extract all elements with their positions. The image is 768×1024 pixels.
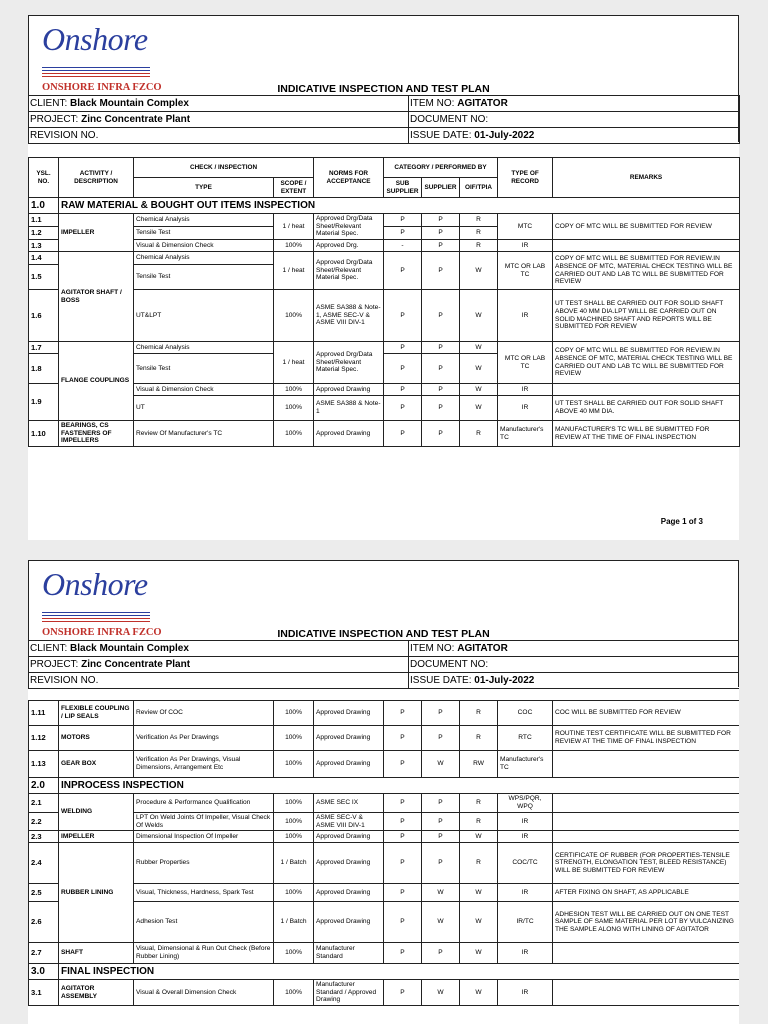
table-row: 1.6 UT&LPT 100% ASME SA388 & Note-1, ASME SEC-V & ASME VIII DIV-1 P P W IR UT TEST SHALL BE CARRIED OUT FOR SOLID SHAFT ABOVE 40 MM DIA.LPT WILLL BE CARRIED OUT ON SOLID MACHINED SHAFT AND REPORTS WILL BE SUBMITTED FOR REVIEW [29, 290, 740, 342]
document-no-cell: DOCUMENT NO: [409, 112, 740, 128]
col-sub-supplier: SUB SUPPLIER [384, 178, 422, 198]
logo-stripes [42, 612, 152, 622]
project-cell: PROJECT: Zinc Concentrate Plant [29, 112, 409, 128]
document-title: INDICATIVE INSPECTION AND TEST PLAN [277, 628, 490, 640]
revision-cell: REVISION NO. [29, 673, 409, 689]
col-category: CATEGORY / PERFORMED BY [384, 158, 498, 178]
logo-stripes [42, 67, 152, 77]
section-title: FINAL INSPECTION [59, 964, 740, 980]
table-row: 2.5 Visual, Thickness, Hardness, Spark Test 100% Approved Drawing P W W IR AFTER FIXING ON SHAFT, AS APPLICABLE [29, 884, 740, 902]
table-row: UT 100% ASME SA388 & Note-1 P P W IR UT TEST SHALL BE CARRIED OUT FOR SOLID SHAFT ABOVE 40 MM DIA. [29, 396, 740, 421]
client-cell: CLIENT: Black Mountain Complex [29, 641, 409, 657]
table-row: 1.2 Tensile Test P P R [29, 227, 740, 240]
table-row: 1.4 AGITATOR SHAFT / BOSS Chemical Analysis 1 / heat Approved Drg/Data Sheet/Relevant Material Spec. P P W MTC OR LAB TC COPY OF MTC WILL BE SUBMITTED FOR REVIEW.IN ABSENCE OF MTC, MATERIAL CHECK TESTING WILL BE CARRIED OUT AND LAB TC WILL BE SUBMITTED FOR REVIEW [29, 252, 740, 265]
logo-wordmark: Onshore [42, 21, 148, 57]
logo-subtitle: ONSHORE INFRA FZCO [42, 627, 162, 638]
document-page-2 [28, 560, 739, 1024]
column-header-row [29, 158, 740, 178]
table-row: 1.1 IMPELLER Chemical Analysis 1 / heat Approved Drg/Data Sheet/Relevant Material Spec. P P R MTC COPY OF MTC WILL BE SUBMITTED FOR REVIEW [29, 214, 740, 227]
document-meta-table [28, 95, 740, 144]
col-activity: ACTIVITY / DESCRIPTION [59, 158, 134, 198]
revision-cell: REVISION NO. [29, 128, 409, 144]
section-title: RAW MATERIAL & BOUGHT OUT ITEMS INSPECTION [59, 198, 740, 214]
inspection-plan-table [28, 157, 740, 447]
issue-date-cell: ISSUE DATE: 01-July-2022 [409, 128, 740, 144]
table-row: 2.3 IMPELLER Dimensional Inspection Of Impeller 100% Approved Drawing P P W IR [29, 831, 740, 843]
logo-subtitle: ONSHORE INFRA FZCO [42, 82, 162, 93]
section-title: INPROCESS INSPECTION [59, 778, 740, 794]
table-row: 3.1 AGITATOR ASSEMBLY Visual & Overall Dimension Check 100% Manufacturer Standard / Approved Drawing P W W IR [29, 980, 740, 1006]
onshore-logo [40, 21, 170, 91]
table-row: 1.7 FLANGE COUPLINGS Chemical Analysis 1 / heat Approved Drg/Data Sheet/Relevant Material Spec. P P W MTC OR LAB TC COPY OF MTC WILL BE SUBMITTED FOR REVIEW.IN ABSENCE OF MTC, MATERIAL CHECK TESTING WILL BE CARRIED OUT AND LAB TC WILL BE SUBMITTED FOR REVIEW [29, 342, 740, 354]
document-title: INDICATIVE INSPECTION AND TEST PLAN [277, 83, 490, 95]
document-no-cell: DOCUMENT NO: [409, 657, 740, 673]
table-row: 1.9 Visual & Dimension Check 100% Approved Drawing P P W IR [29, 384, 740, 396]
client-cell: CLIENT: Black Mountain Complex [29, 96, 409, 112]
col-norms: NORMS FOR ACCEPTANCE [314, 158, 384, 198]
page-header [28, 15, 739, 142]
page-number: Page 1 of 3 [660, 517, 703, 526]
col-oif: OIF/TPIA [460, 178, 498, 198]
table-row: 1.3 Visual & Dimension Check 100% Approved Drg. - P R IR [29, 240, 740, 252]
section-row: 3.0 FINAL INSPECTION [29, 964, 740, 980]
col-type: TYPE [134, 178, 274, 198]
table-row: 2.4 RUBBER LINING Rubber Properties 1 / Batch Approved Drawing P P R COC/TC CERTIFICATE OF RUBBER (FOR PROPERTIES-TENSILE STRENGTH, ELONGATION TEST, BLEED RESISTANCE) WILL BE SUBMITTED FOR REVIEW [29, 843, 740, 884]
table-row: 2.7 SHAFT Visual, Dimensional & Run Out Check (Before Rubber Lining) 100% Manufacturer Standard P P W IR [29, 943, 740, 964]
table-row: 1.10 BEARINGS, CS FASTENERS OF IMPELLERS Review Of Manufacturer's TC 100% Approved Drawing P P R Manufacturer's TC MANUFACTURER'S TC WILL BE SUBMITTED FOR REVIEW AT THE TIME OF FINAL INSPECTION [29, 421, 740, 447]
item-no-cell: ITEM NO: AGITATOR [409, 641, 740, 657]
inspection-plan-table [28, 700, 739, 1006]
table-row: 2.6 Adhesion Test 1 / Batch Approved Drawing P W W IR/TC ADHESION TEST WILL BE CARRIED OUT ON ONE TEST SAMPLE OF SAME MATERIAL PER LOT BY VULCANIZING THE SAMPLE ALONG WITH LINING OF AGITATOR [29, 902, 740, 943]
table-row: 1.12 MOTORS Verification As Per Drawings 100% Approved Drawing P P R RTC ROUTINE TEST CERTIFICATE WILL BE SUBMITTED FOR REVIEW AT THE TIME OF FINAL INSPECTION [29, 726, 740, 751]
table-row: 2.1 WELDING Procedure & Performance Qualification 100% ASME SEC IX P P R WPS/PQR, WPQ [29, 794, 740, 813]
table-row: 1.11 FLEXIBLE COUPLING / LIP SEALS Review Of COC 100% Approved Drawing P P R COC COC WILL BE SUBMITTED FOR REVIEW [29, 701, 740, 726]
col-supplier: SUPPLIER [422, 178, 460, 198]
col-scope: SCOPE / EXTENT [274, 178, 314, 198]
section-row: 1.0 RAW MATERIAL & BOUGHT OUT ITEMS INSPECTION [29, 198, 740, 214]
section-row: 2.0 INPROCESS INSPECTION [29, 778, 740, 794]
table-row: 1.8 Tensile Test P P W [29, 354, 740, 384]
issue-date-cell: ISSUE DATE: 01-July-2022 [409, 673, 740, 689]
item-no-cell: ITEM NO: AGITATOR [409, 96, 740, 112]
project-cell: PROJECT: Zinc Concentrate Plant [29, 657, 409, 673]
col-record: TYPE OF RECORD [498, 158, 553, 198]
document-page-1 [28, 15, 739, 540]
onshore-logo [40, 566, 170, 636]
table-row: 2.2 LPT On Weld Joints Of Impeller, Visual Check Of Welds 100% ASME SEC-V & ASME VIII DIV-1 P P R IR [29, 813, 740, 831]
table-row: 1.5 Tensile Test [29, 265, 740, 290]
col-ysl: YSL. NO. [29, 158, 59, 198]
col-check: CHECK / INSPECTION [134, 158, 314, 178]
col-remarks: REMARKS [553, 158, 740, 198]
logo-wordmark: Onshore [42, 566, 148, 602]
document-meta-table [28, 640, 739, 689]
page-header [28, 560, 739, 687]
table-row: 1.13 GEAR BOX Verification As Per Drawings, Visual Dimensions, Arrangement Etc 100% Approved Drawing P W RW Manufacturer's TC [29, 751, 740, 778]
